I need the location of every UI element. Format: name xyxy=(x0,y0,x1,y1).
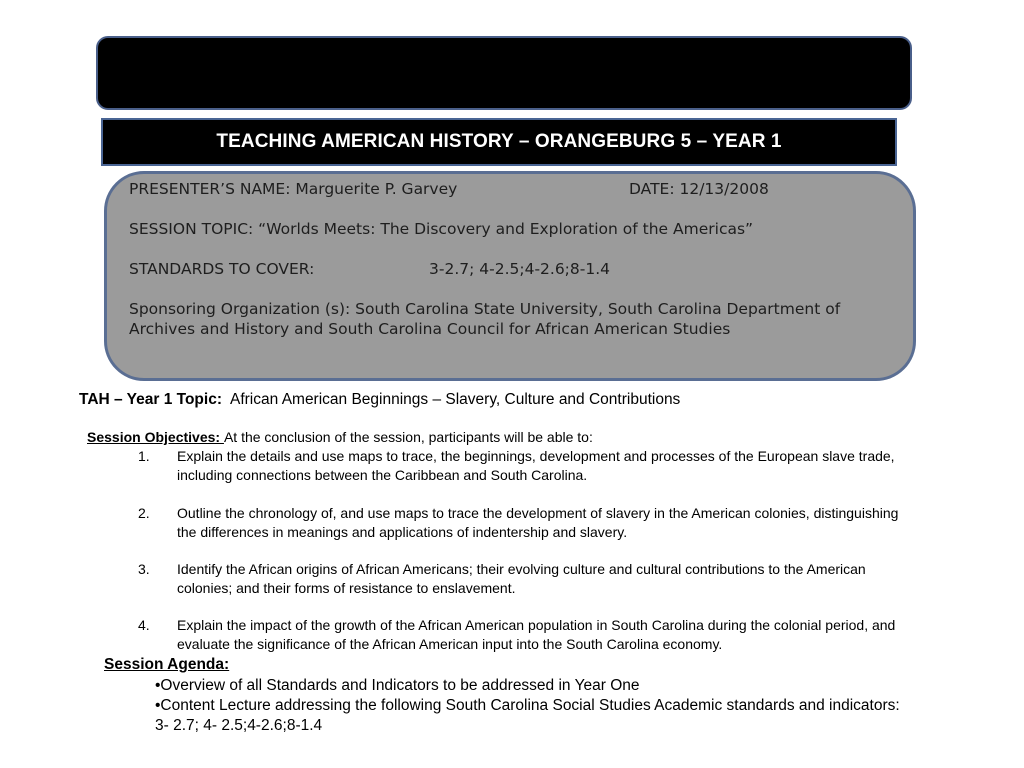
objective-item xyxy=(138,504,908,542)
session-info-panel xyxy=(104,171,916,381)
objective-text: Identify the African origins of African Americans; their evolving culture and cultural contributions to the American colonies; and their forms of resistance to enslavement. xyxy=(177,561,866,596)
sponsoring-organization: Sponsoring Organization (s): South Carolina State University, South Carolina Department of Archives and History and South Carolina Council for African American Studies xyxy=(129,300,841,338)
objective-number: 3. xyxy=(138,561,150,577)
objective-number: 2. xyxy=(138,505,150,521)
session-topic: SESSION TOPIC: “Worlds Meets: The Discovery and Exploration of the Americas” xyxy=(129,220,754,238)
title-bar xyxy=(101,118,897,166)
objective-item xyxy=(138,447,908,485)
objective-text: Outline the chronology of, and use maps to trace the development of slavery in the American colonies, distinguishing the differences in meanings and applications of indentership and slavery. xyxy=(177,505,899,540)
agenda-heading: Session Agenda: xyxy=(104,656,230,673)
year-topic-text: African American Beginnings – Slavery, Culture and Contributions xyxy=(230,391,681,408)
objective-item xyxy=(138,560,908,598)
objectives-label: Session Objectives: xyxy=(87,429,224,445)
top-banner xyxy=(96,36,912,110)
standards-label: STANDARDS TO COVER: xyxy=(129,260,315,278)
objectives-intro: At the conclusion of the session, participants will be able to: xyxy=(223,429,593,445)
agenda-item: •Content Lecture addressing the following South Carolina Social Studies Academic standards and indicators: 3- 2.7; 4- 2.5;4-2.6;8-1.4 xyxy=(155,697,900,734)
year-topic-label: TAH – Year 1 Topic: xyxy=(79,391,222,408)
objective-number: 4. xyxy=(138,617,150,633)
session-date: DATE: 12/13/2008 xyxy=(629,180,769,198)
year-topic xyxy=(79,391,680,409)
agenda-item: •Overview of all Standards and Indicators to be addressed in Year One xyxy=(155,677,640,694)
page-title: TEACHING AMERICAN HISTORY – ORANGEBURG 5 – YEAR 1 xyxy=(216,131,782,152)
standards-value: 3-2.7; 4-2.5;4-2.6;8-1.4 xyxy=(429,260,611,278)
objective-item xyxy=(138,616,908,654)
objective-text: Explain the details and use maps to trace, the beginnings, development and processes of the European slave trade, including connections between the Caribbean and South Carolina. xyxy=(177,448,895,483)
objective-text: Explain the impact of the growth of the African American population in South Carolina during the colonial period, and evaluate the significance of the African American input into the South Carolina economy. xyxy=(177,617,896,652)
presenter-name: PRESENTER’S NAME: Marguerite P. Garvey xyxy=(129,180,458,198)
objectives-heading xyxy=(87,429,593,445)
objective-number: 1. xyxy=(138,448,150,464)
